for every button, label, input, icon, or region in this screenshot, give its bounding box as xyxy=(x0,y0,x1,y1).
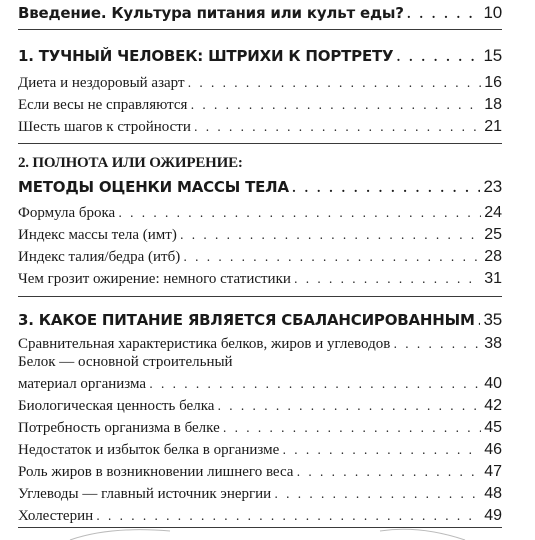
toc-item-title: Чем грозит ожирение: немного статистики xyxy=(18,271,291,287)
section-title-line2: МЕТОДЫ ОЦЕНКИ МАССЫ ТЕЛА xyxy=(18,178,289,196)
toc-item-page: 48 xyxy=(484,485,502,502)
toc-item-page: 31 xyxy=(484,270,502,287)
toc-item-title: Сравнительная характеристика белков, жиров и углеводов xyxy=(18,336,391,352)
toc-item-page: 28 xyxy=(484,248,502,265)
section-title: 1. ТУЧНЫЙ ЧЕЛОВЕК: ШТРИХИ К ПОРТРЕТУ xyxy=(18,47,394,65)
toc-item-title: Роль жиров в возникновении лишнего веса xyxy=(18,464,294,480)
toc-item-page: 45 xyxy=(484,419,502,436)
toc-item-title: Углеводы — главный источник энергии xyxy=(18,486,272,502)
toc-item-page: 40 xyxy=(484,375,502,392)
section-page: 15 xyxy=(483,46,502,65)
toc-item-title-line2: материал организма xyxy=(18,376,147,392)
toc-item-title-line1[interactable]: Белок — основной строительный xyxy=(18,354,233,370)
toc-item-page: 25 xyxy=(484,226,502,243)
toc-item-page: 49 xyxy=(484,507,502,524)
toc-item-title: Формула брока xyxy=(18,205,116,221)
toc-item-page: 18 xyxy=(484,96,502,113)
toc-item-title: Недостаток и избыток белка в организме xyxy=(18,442,280,458)
section-title: 3. КАКОЕ ПИТАНИЕ ЯВЛЯЕТСЯ СБАЛАНСИРОВАННЫМ xyxy=(18,311,475,329)
toc-entry-title: Введение. Культура питания или культ еды? xyxy=(18,4,404,22)
toc-item-title: Индекс талия/бедра (итб) xyxy=(18,249,181,265)
toc-item-page: 47 xyxy=(484,463,502,480)
toc-item-page: 46 xyxy=(484,441,502,458)
section-title-line1[interactable]: 2. ПОЛНОТА ИЛИ ОЖИРЕНИЕ: xyxy=(18,155,243,171)
section-page: 35 xyxy=(483,310,502,329)
toc-item-title: Индекс массы тела (имт) xyxy=(18,227,177,243)
toc-item-title: Холестерин xyxy=(18,508,94,524)
toc-entry-page: 10 xyxy=(483,3,502,22)
toc-item-title: Шесть шагов к стройности xyxy=(18,119,191,135)
toc-item-title: Биологическая ценность белка xyxy=(18,398,215,414)
toc-item-title: Если весы не справляются xyxy=(18,97,188,113)
section-page: 23 xyxy=(483,177,502,196)
toc-item-page: 21 xyxy=(484,118,502,135)
toc-item-title: Диета и нездоровый азарт xyxy=(18,75,185,91)
toc-item-page: 42 xyxy=(484,397,502,414)
toc-item-page: 16 xyxy=(484,74,502,91)
toc-item-title: Потребность организма в белке xyxy=(18,420,220,436)
toc-item-page: 38 xyxy=(484,335,502,352)
toc-item-page: 24 xyxy=(484,204,502,221)
